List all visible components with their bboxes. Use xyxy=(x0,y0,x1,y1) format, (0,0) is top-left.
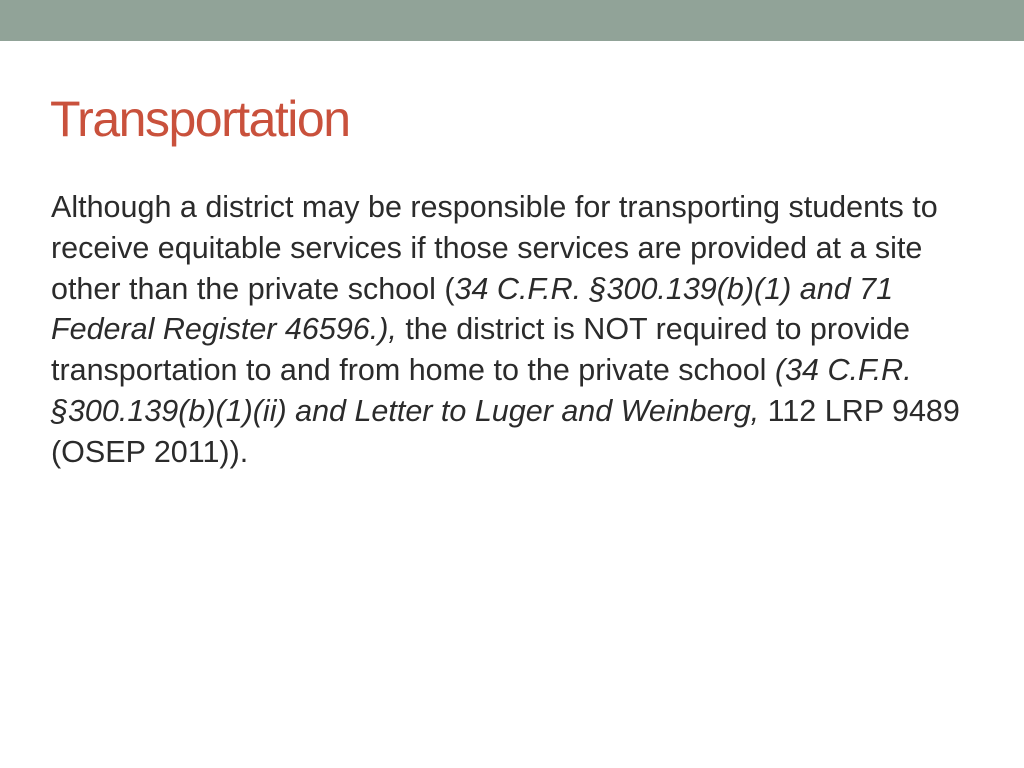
slide-title: Transportation xyxy=(50,91,350,147)
top-accent-bar xyxy=(0,0,1024,41)
body-text-segment: Although a district may be responsible for transporting students to receive equitable services if those services are provided at a site other than the private school ( xyxy=(51,190,938,306)
citation-italic: 34 C.F.R. §300.139(b)(1) and 71 Federal Register 46596.), xyxy=(51,271,894,347)
citation-italic: (34 C.F.R. §300.139(b)(1)(ii) and Letter to Luger and Weinberg, xyxy=(51,353,912,428)
body-text-segment: 112 LRP 9489 (OSEP 2011)). xyxy=(51,393,960,469)
body-text-segment: the district is NOT required to provide transportation to and from home to the private school xyxy=(51,312,910,388)
slide-body-text xyxy=(51,187,981,473)
